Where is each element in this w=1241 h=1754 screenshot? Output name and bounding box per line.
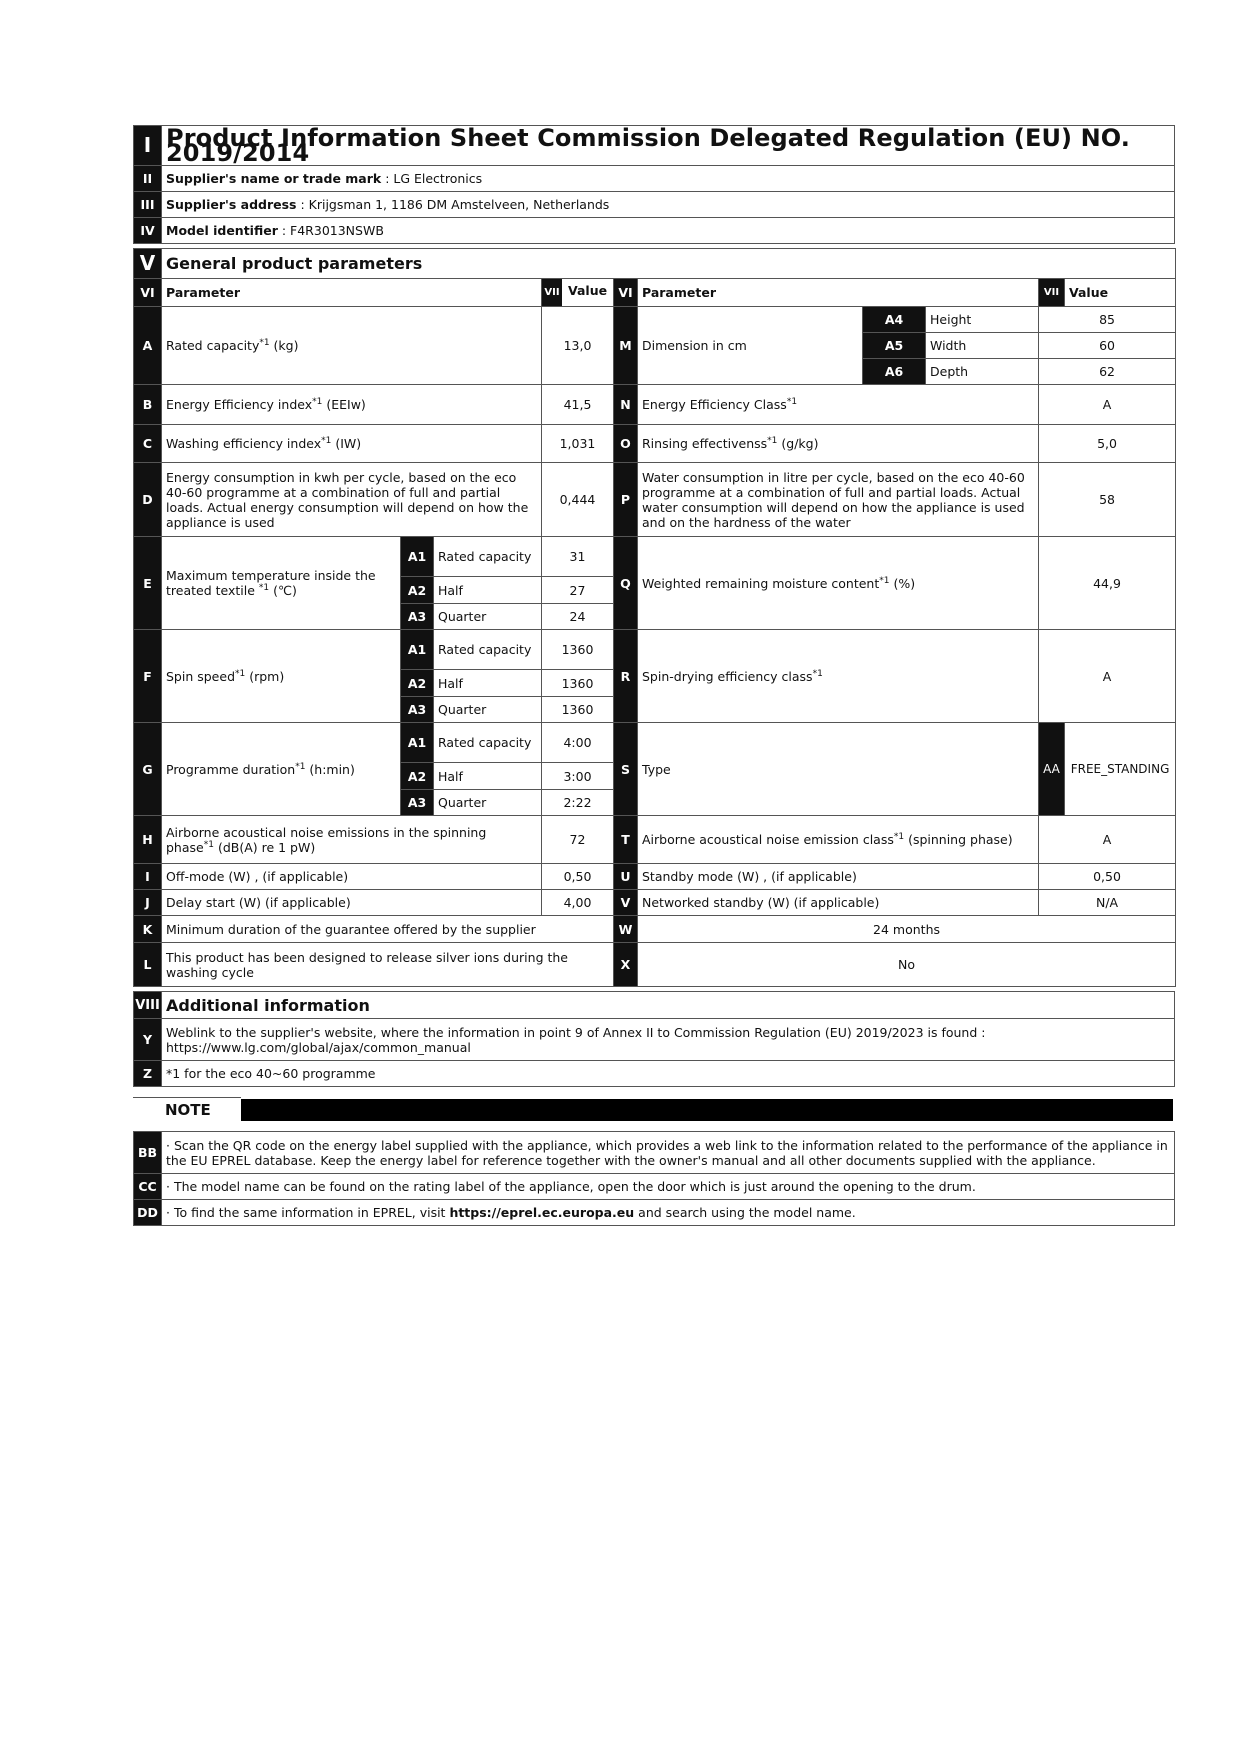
header-vii-left: VII xyxy=(542,279,562,306)
supplier-address-value: : Krijgsman 1, 1186 DM Amstelveen, Netherlands xyxy=(296,197,610,212)
rinsing-effectiveness-label: Rinsing effectivenss$^{*1}$ (g/kg) xyxy=(638,425,1039,463)
energy-efficiency-index-value: 41,5 xyxy=(542,385,614,425)
dimension-height-value: 85 xyxy=(1039,307,1176,333)
rated-capacity-value: 13,0 xyxy=(542,307,614,385)
general-parameters-table xyxy=(133,248,1176,987)
row-t-key: T xyxy=(614,816,638,864)
note-header xyxy=(133,1097,1175,1121)
supplier-address: Supplier's address : Krijgsman 1, 1186 DM Amstelveen, Netherlands xyxy=(162,192,1175,218)
weblink-text: Weblink to the supplier's website, where the information in point 9 of Annex II to Commission Regulation (EU) 2019/2023 is found : https://www.lg.com/global/ajax/common_manual xyxy=(162,1019,1175,1061)
row-v-key: V xyxy=(614,890,638,916)
header-value-right: Value xyxy=(1065,279,1176,307)
spin-a3-name: Quarter xyxy=(434,697,542,723)
off-mode-value: 0,50 xyxy=(542,864,614,890)
type-label: Type xyxy=(638,723,1039,816)
energy-efficiency-index-label: Energy Efficiency index$^{*1}$ (EEIw) xyxy=(162,385,542,425)
spin-drying-class-label: Spin-drying efficiency class$^{*1}$ xyxy=(638,630,1039,723)
guarantee-value: 24 months xyxy=(638,916,1176,943)
note-table xyxy=(133,1131,1175,1226)
row-w-key: W xyxy=(614,916,638,943)
header-parameter-right: Parameter xyxy=(638,279,1039,307)
spin-a2-code: A2 xyxy=(401,670,434,697)
row-dd-key: DD xyxy=(134,1200,162,1226)
product-information-sheet xyxy=(133,125,1175,1226)
duration-a3-code: A3 xyxy=(401,790,434,816)
duration-a3-value: 2:22 xyxy=(542,790,614,816)
temp-a2-value: 27 xyxy=(542,577,614,604)
page-title: Product Information Sheet Commission Delegated Regulation (EU) NO. 2019/2014 xyxy=(162,126,1175,166)
temp-a1-name: Rated capacity xyxy=(434,537,542,577)
row-bb-key: BB xyxy=(134,1132,162,1174)
header-vi-right: VI xyxy=(614,279,638,307)
moisture-content-value: 44,9 xyxy=(1039,537,1176,630)
rinsing-effectiveness-value: 5,0 xyxy=(1039,425,1176,463)
temp-a3-code: A3 xyxy=(401,604,434,630)
water-consumption-label: Water consumption in litre per cycle, based on the eco 40-60 programme at a combination of full and partial loads. Actual water consumption will depend on how the appliance is used and on the hardness of the water xyxy=(638,463,1039,537)
off-mode-label: Off-mode (W) , (if applicable) xyxy=(162,864,542,890)
programme-duration-label: Programme duration$^{*1}$ (h:min) xyxy=(162,723,401,816)
dimension-width-code: A5 xyxy=(863,333,926,359)
footnote-text: *1 for the eco 40~60 programme xyxy=(162,1061,1175,1087)
rated-capacity-label: Rated capacity$^{*1}$ (kg) xyxy=(162,307,542,385)
standby-mode-value: 0,50 xyxy=(1039,864,1176,890)
energy-efficiency-class-value: A xyxy=(1039,385,1176,425)
supplier-name: Supplier's name or trade mark : LG Electronics xyxy=(162,166,1175,192)
row-p-key: P xyxy=(614,463,638,537)
row-g-key: G xyxy=(134,723,162,816)
title-key: I xyxy=(134,126,162,166)
temp-a2-name: Half xyxy=(434,577,542,604)
noise-class-label: Airborne acoustical noise emission class$^{*1}$ (spinning phase) xyxy=(638,816,1039,864)
delay-start-value: 4,00 xyxy=(542,890,614,916)
washing-efficiency-label: Washing efficiency index$^{*1}$ (IW) xyxy=(162,425,542,463)
row-f-key: F xyxy=(134,630,162,723)
spin-a3-code: A3 xyxy=(401,697,434,723)
noise-emissions-value: 72 xyxy=(542,816,614,864)
duration-a3-name: Quarter xyxy=(434,790,542,816)
spin-a2-value: 1360 xyxy=(542,670,614,697)
standby-mode-label: Standby mode (W) , (if applicable) xyxy=(638,864,1039,890)
row-a-key: A xyxy=(134,307,162,385)
row-n-key: N xyxy=(614,385,638,425)
networked-standby-label: Networked standby (W) (if applicable) xyxy=(638,890,1039,916)
spin-a2-name: Half xyxy=(434,670,542,697)
guarantee-label: Minimum duration of the guarantee offered by the supplier xyxy=(162,916,614,943)
additional-title: Additional information xyxy=(162,992,1175,1019)
header-table xyxy=(133,125,1175,244)
dimension-depth-name: Depth xyxy=(926,359,1039,385)
temp-a3-value: 24 xyxy=(542,604,614,630)
row-b-key: B xyxy=(134,385,162,425)
row-q-key: Q xyxy=(614,537,638,630)
temp-a1-value: 31 xyxy=(542,537,614,577)
spin-drying-class-value: A xyxy=(1039,630,1176,723)
row-m-key: M xyxy=(614,307,638,385)
dimension-width-value: 60 xyxy=(1039,333,1176,359)
header-parameter-left: Parameter xyxy=(162,279,542,307)
note-bb-text: · Scan the QR code on the energy label supplied with the appliance, which provides a web link to the information related to the performance of the appliance in the EU EPREL database. Keep the energy label for reference together with the owner's manual and all other documents supplied with the appliance. xyxy=(162,1132,1175,1174)
model-identifier: Model identifier : F4R3013NSWB xyxy=(162,218,1175,244)
row-k-key: K xyxy=(134,916,162,943)
temp-a3-name: Quarter xyxy=(434,604,542,630)
row-o-key: O xyxy=(614,425,638,463)
eprel-link[interactable]: https://eprel.ec.europa.eu xyxy=(449,1205,635,1220)
spin-a1-code: A1 xyxy=(401,630,434,670)
row-y-key: Y xyxy=(134,1019,162,1061)
header-vi-left: VI xyxy=(134,279,162,307)
dimension-height-code: A4 xyxy=(863,307,926,333)
dimension-width-name: Width xyxy=(926,333,1039,359)
duration-a1-name: Rated capacity xyxy=(434,723,542,763)
temp-a1-code: A1 xyxy=(401,537,434,577)
row-cc-key: CC xyxy=(134,1174,162,1200)
supplier-name-value: : LG Electronics xyxy=(381,171,483,186)
dimension-height-name: Height xyxy=(926,307,1039,333)
row-c-key: C xyxy=(134,425,162,463)
silver-ions-value: No xyxy=(638,943,1176,987)
row-s-key: S xyxy=(614,723,638,816)
row-j-key: J xyxy=(134,890,162,916)
moisture-content-label: Weighted remaining moisture content$^{*1}$ (%) xyxy=(638,537,1039,630)
row-e-key: E xyxy=(134,537,162,630)
note-dd-text: · To find the same information in EPREL, visit https://eprel.ec.europa.eu and search using the model name. xyxy=(162,1200,1175,1226)
silver-ions-label: This product has been designed to release silver ions during the washing cycle xyxy=(162,943,614,987)
row-r-key: R xyxy=(614,630,638,723)
energy-consumption-label: Energy consumption in kwh per cycle, based on the eco 40-60 programme at a combination of full and partial loads. Actual energy consumption will depend on how the appliance is used xyxy=(162,463,542,537)
energy-consumption-value: 0,444 xyxy=(542,463,614,537)
row-u-key: U xyxy=(614,864,638,890)
type-code: AA xyxy=(1039,723,1065,816)
washing-efficiency-value: 1,031 xyxy=(542,425,614,463)
duration-a1-code: A1 xyxy=(401,723,434,763)
note-cc-text: · The model name can be found on the rating label of the appliance, open the door which is just around the opening to the drum. xyxy=(162,1174,1175,1200)
duration-a1-value: 4:00 xyxy=(542,723,614,763)
general-key: V xyxy=(134,249,162,279)
row-l-key: L xyxy=(134,943,162,987)
temp-a2-code: A2 xyxy=(401,577,434,604)
additional-key: VIII xyxy=(134,992,162,1019)
note-bar xyxy=(241,1099,1173,1121)
spin-a3-value: 1360 xyxy=(542,697,614,723)
type-value: FREE_STANDING xyxy=(1065,723,1176,816)
spin-a1-name: Rated capacity xyxy=(434,630,542,670)
water-consumption-value: 58 xyxy=(1039,463,1176,537)
dimension-label: Dimension in cm xyxy=(638,307,863,385)
dimension-depth-value: 62 xyxy=(1039,359,1176,385)
noise-emissions-label: Airborne acoustical noise emissions in the spinning phase$^{*1}$ (dB(A) re 1 pW) xyxy=(162,816,542,864)
dimension-depth-code: A6 xyxy=(863,359,926,385)
supplier-name-key: II xyxy=(134,166,162,192)
duration-a2-name: Half xyxy=(434,763,542,790)
general-title: General product parameters xyxy=(162,249,1176,279)
row-h-key: H xyxy=(134,816,162,864)
weblink-url[interactable]: https://www.lg.com/global/ajax/common_manual xyxy=(166,1039,471,1055)
max-temperature-label: Maximum temperature inside the treated textile $^{*1}$ (℃) xyxy=(162,537,401,630)
model-identifier-key: IV xyxy=(134,218,162,244)
duration-a2-value: 3:00 xyxy=(542,763,614,790)
duration-a2-code: A2 xyxy=(401,763,434,790)
delay-start-label: Delay start (W) (if applicable) xyxy=(162,890,542,916)
header-value-left: VII Value xyxy=(542,279,614,307)
row-i-key: I xyxy=(134,864,162,890)
note-title: NOTE xyxy=(133,1097,241,1121)
model-identifier-value: : F4R3013NSWB xyxy=(277,223,384,238)
additional-information-table xyxy=(133,991,1175,1087)
header-vii-right: VII xyxy=(1039,279,1065,307)
supplier-address-key: III xyxy=(134,192,162,218)
energy-efficiency-class-label: Energy Efficiency Class$^{*1}$ xyxy=(638,385,1039,425)
row-d-key: D xyxy=(134,463,162,537)
noise-class-value: A xyxy=(1039,816,1176,864)
row-x-key: X xyxy=(614,943,638,987)
row-z-key: Z xyxy=(134,1061,162,1087)
spin-a1-value: 1360 xyxy=(542,630,614,670)
networked-standby-value: N/A xyxy=(1039,890,1176,916)
spin-speed-label: Spin speed$^{*1}$ (rpm) xyxy=(162,630,401,723)
